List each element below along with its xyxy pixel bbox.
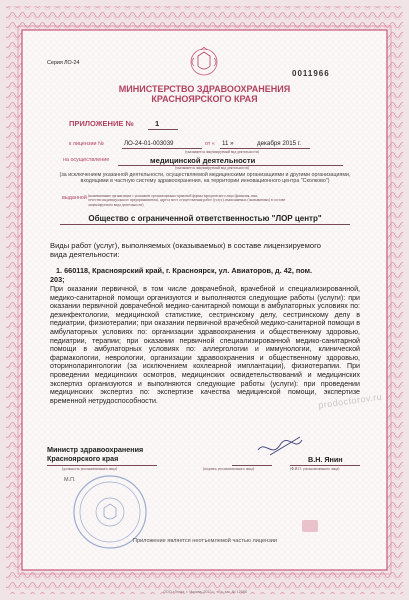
signatory-name: В.Н. Янин <box>308 455 343 464</box>
license-ref-label: к лицензии № <box>69 141 104 147</box>
serial-number: 0011966 <box>292 69 330 78</box>
ministry-title: МИНИСТЕРСТВО ЗДРАВООХРАНЕНИЯ КРАСНОЯРСКОГО КРАЯ <box>118 84 291 104</box>
appendix-label: ПРИЛОЖЕНИЕ № <box>69 119 134 128</box>
date-day: 11 » <box>222 140 234 147</box>
date-month-year: декабря 2015 г. <box>257 140 302 147</box>
seal-label: М.П. <box>64 477 76 483</box>
issued-note: (наименование организации с указанием организационно-правовой формы юридического лица (фамилия, имя, отчество индивидуального предпринимателя), адреса мест осуществления работ (услуг), выполняемых (оказываемых) в составе лицензируемого вида деятельности) <box>88 194 286 207</box>
series-value: ЛО-24 <box>64 60 80 66</box>
exclusion-note: (за исключением указанной деятельности, осуществляемой медицинскими организациями и другими организациями, входящими в частную систему здравоохранения, на территории инновационного центра "Сколково") <box>59 172 351 185</box>
note-signature: (подпись уполномоченного лица) <box>203 467 255 471</box>
activity-label: на осуществление <box>63 157 110 163</box>
license-ref-number: ЛО-24-01-003039 <box>124 140 174 147</box>
note-name: (Ф.И.О. уполномоченного лица) <box>290 467 340 471</box>
note-activity: (указывается лицензируемый вид деятельности) <box>175 166 249 170</box>
organization-name: Общество с ограниченной ответственностью "ЛОР центр" <box>88 214 322 223</box>
watermark: prodoctorov.ru <box>317 391 383 411</box>
works-header: Виды работ (услуг), выполняемых (оказываемых) в составе лицензируемого вида деятельности: <box>50 241 321 259</box>
date-prefix: от « <box>205 141 215 147</box>
appendix-number: 1 <box>155 119 160 128</box>
activity-value: медицинской деятельности <box>150 156 256 165</box>
printer-info: ООО «Знак», г. Москва, 2012 г., «Б», зак. № 12085 <box>163 590 247 594</box>
works-list: При оказании первичной, в том числе доврачебной, врачебной и специализированной, медико-санитарной помощи организуются и выполняются следующие работы (услуги): при оказании первичной доврачебной медико-санитарной помощи в амбулаторных условиях по: дезинфектологии, медицинской статистике, сестринскому делу, сестринскому делу в педиатрии, физиотерапии; при оказании первичной врачебной медико-санитарной помощи в амбулаторных условиях по: организации здравоохранения и общественному здоровью, педиатрии, терапии; при оказании первичной специализированной медико-санитарной помощи в амбулаторных условиях по: аллергологии и иммунологии, клинической фармакологии, неврологии, организации здравоохранения и общественному здоровью, оториноларингологии (за исключением кохлеарной имплантации), физиотерапии. При проведении медицинских осмотров, медицинских освидетельствований и медицинских экспертиз организуются и выполняются следующие работы (услуги): при проведении медицинских экспертиз по: экспертизе качества медицинской помощи, экспертизе временной нетрудоспособности. <box>50 285 360 405</box>
note-position: (должность уполномоченного лица) <box>62 467 118 471</box>
address-line: 1. 660118, Красноярский край, г. Красноярск, ул. Авиаторов, д. 42, пом. 203; <box>50 266 313 284</box>
signatory-title: Министр здравоохранения Красноярского края <box>47 445 144 463</box>
hologram-sticker <box>302 520 318 532</box>
series-label: Серия <box>47 60 63 66</box>
note-activity-type: (указывается лицензируемый вид деятельности) <box>185 150 259 154</box>
issued-to-label: выданной <box>62 195 87 201</box>
footer-note: Приложение является неотъемлемой частью лицензии <box>132 538 278 544</box>
